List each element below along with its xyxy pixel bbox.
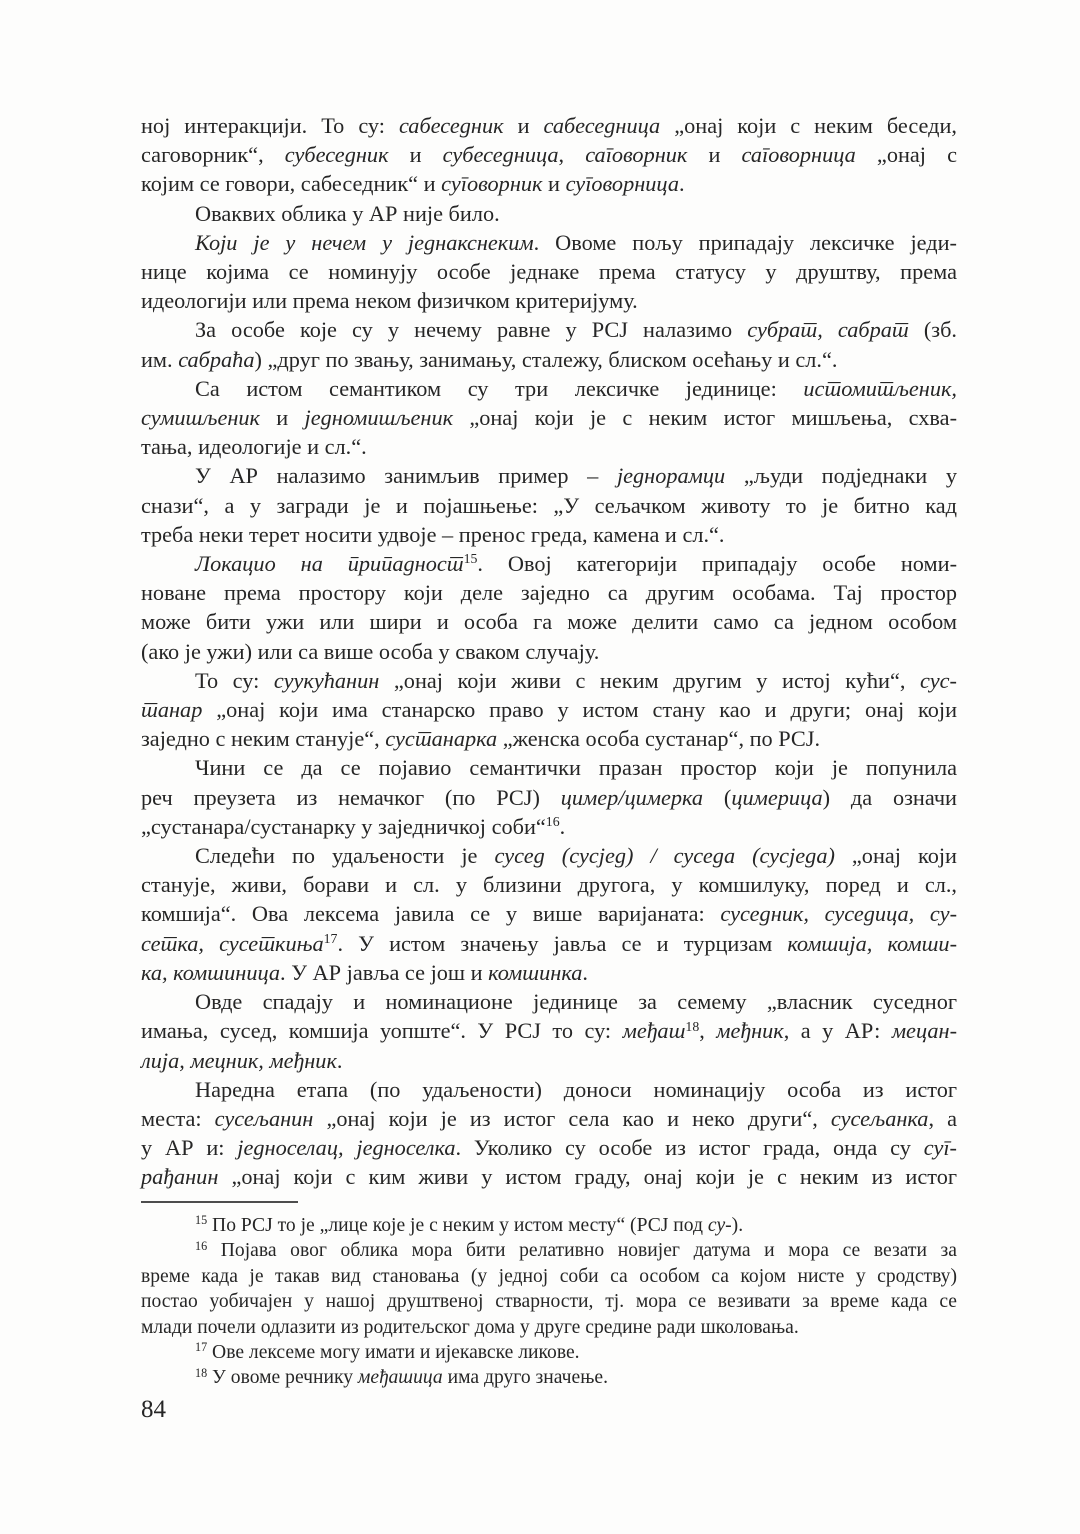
paragraph: [141, 666, 957, 754]
text-run: им.: [141, 346, 179, 372]
text-run: којим се говори, сабеседник“ и: [141, 171, 442, 197]
italic-run: међник: [716, 1018, 784, 1044]
text-line: [141, 1016, 957, 1045]
italic-run: саговорник: [585, 142, 688, 168]
text-run: има друго значење.: [442, 1367, 608, 1389]
italic-run: мецан-: [891, 1018, 957, 1044]
text-run: . У истом значењу јавља се и турцизам: [337, 930, 788, 956]
italic-run: међаш: [622, 1018, 686, 1044]
text-run: „онај који: [834, 843, 957, 869]
paragraph: [141, 841, 957, 987]
italic-run: сусељанка: [830, 1105, 929, 1131]
text-run: реч преузета из немачког (по РСЈ): [141, 784, 561, 810]
text-line: [141, 1365, 957, 1390]
text-run: Са истом семантиком су три лексичке јединице:: [195, 375, 804, 401]
italic-run: једнорамци: [616, 463, 726, 489]
text-run: млади почели одлазити из родитељског дома у друге средине ради школовања.: [141, 1316, 799, 1338]
paragraph: [141, 461, 957, 549]
italic-run: саговорница: [741, 142, 856, 168]
text-run: . Уколико су особе из истог града, онда су: [455, 1135, 924, 1161]
text-line: [141, 345, 957, 374]
italic-run: једноселац, једноселка: [237, 1135, 456, 1161]
text-run: саговорник“,: [141, 142, 285, 168]
footnote-marker: 16: [545, 814, 560, 830]
paragraph: [141, 1340, 957, 1365]
italic-run: суседник, суседица, су-: [720, 901, 957, 927]
italic-run: сустанарка: [385, 726, 498, 752]
text-line: [141, 520, 957, 549]
text-line: [141, 695, 957, 724]
text-line: [141, 1315, 957, 1340]
italic-run: Који је у нечем у једнакснеким: [195, 229, 534, 255]
text-run: новане према простору који деле заједно са другим особама. Тај простор: [141, 580, 957, 606]
text-run: ) да означи: [822, 784, 957, 810]
text-line: [141, 812, 957, 841]
text-run: снази“, а у загради је и појашњење: „У сељачком животу то је битно кад: [141, 492, 957, 518]
paragraph: [141, 111, 957, 199]
text-line: [141, 958, 957, 987]
text-run: „онај који има станарско право у истом стану као и други; онај који: [202, 697, 957, 723]
text-run: „онај који живи с неким другим у истој кући“,: [379, 667, 921, 693]
italic-run: лија, мецник, међник: [141, 1047, 337, 1073]
text-run: По РСЈ то је „лице које је с неким у истом месту“ (РСЈ под: [207, 1215, 708, 1236]
text-line: [141, 1238, 957, 1263]
text-run: и: [542, 171, 566, 197]
italic-run: сабраћа: [178, 346, 255, 372]
paragraph: [141, 549, 957, 666]
text-line: [141, 1264, 957, 1289]
text-run: ,: [699, 1018, 717, 1044]
italic-run: сабеседница: [543, 113, 661, 138]
footnote-marker: 15: [463, 551, 478, 567]
text-run: Наредна етапа (по удаљености) доноси номинацију особа из истог: [195, 1076, 957, 1102]
italic-run: субеседница: [442, 142, 559, 168]
text-line: [141, 841, 957, 870]
text-line: [141, 753, 957, 782]
text-line: [141, 432, 957, 461]
text-line: [141, 1104, 957, 1133]
text-line: [141, 899, 957, 928]
paragraph: [141, 374, 957, 462]
italic-run: субрат, сабрат: [747, 317, 909, 343]
text-run: .: [336, 1047, 343, 1073]
italic-run: субеседник: [284, 142, 389, 168]
italic-run: ка, комшиница: [141, 959, 281, 985]
text-run: .: [679, 171, 685, 197]
text-run: у АР и:: [141, 1135, 238, 1161]
text-run: „онај који с ким живи у истом граду, онај који је с неким из истог: [218, 1164, 957, 1190]
text-run: (зб.: [908, 317, 957, 343]
text-run: заједно с неким станује“,: [141, 726, 386, 752]
text-line: [141, 374, 957, 403]
text-line: [141, 870, 957, 899]
text-line: [141, 637, 957, 666]
text-run: „онај који је из истог села као и неко други“,: [313, 1105, 831, 1131]
text-run: станује, живи, борави и сл. у близини другога, у комшилуку, поред и сл.,: [141, 872, 957, 898]
italic-run: сусељанин: [214, 1105, 314, 1131]
text-run: ,: [558, 142, 586, 168]
text-line: [141, 578, 957, 607]
text-run: и: [259, 405, 305, 431]
text-run: и: [388, 142, 443, 168]
text-line: [141, 228, 957, 257]
italic-run: међашица: [357, 1367, 443, 1389]
text-line: [141, 929, 957, 958]
text-run: . Овоме пољу припадају лексичке једи-: [533, 229, 957, 255]
text-run: и: [503, 113, 544, 138]
italic-run: комшинка: [488, 959, 583, 985]
text-run: имања, сусед, комшија уопште“. У РСЈ то су:: [141, 1018, 623, 1044]
italic-run: суукућанин: [273, 667, 380, 693]
footnote-marker: 16: [195, 1238, 208, 1253]
text-line: [141, 1213, 957, 1238]
italic-run: истомитљеник,: [803, 375, 957, 401]
footnote-marker: 18: [195, 1365, 208, 1380]
text-line: [141, 1340, 957, 1365]
text-line: [141, 140, 957, 169]
text-line: [141, 783, 957, 812]
text-run: .: [582, 959, 588, 985]
text-line: [141, 315, 957, 344]
italic-run: су: [707, 1215, 726, 1236]
text-run: -).: [725, 1215, 744, 1236]
footnote-marker: 17: [323, 931, 338, 947]
text-line: [141, 987, 957, 1016]
text-line: [141, 111, 957, 140]
text-run: У АР налазимо занимљив пример –: [195, 463, 617, 489]
text-line: [141, 461, 957, 490]
page-number: 84: [141, 1396, 166, 1423]
text-run: У овоме речнику: [207, 1367, 358, 1389]
text-line: [141, 549, 957, 578]
text-run: , а у АР:: [783, 1018, 892, 1044]
text-line: [141, 666, 957, 695]
text-run: постао уобичајен у нашој друштвеној стварности, тј. мора се везивати за време када се: [141, 1291, 957, 1313]
text-line: [141, 199, 957, 228]
text-run: тања, идеологије и сл.“.: [141, 434, 367, 460]
text-run: , а: [928, 1105, 957, 1131]
text-line: [141, 607, 957, 636]
text-run: Појава овог облика мора бити релативно новијег датума и мора се везати за: [207, 1240, 957, 1262]
footnote-separator: [141, 1201, 298, 1203]
italic-run: сетка, сусеткиња: [141, 930, 324, 956]
text-run: и: [687, 142, 742, 168]
paragraph: [141, 199, 957, 228]
text-run: „женска особа сустанар“, по РСЈ.: [497, 726, 821, 752]
paragraph: [141, 228, 957, 316]
paragraph: [141, 1365, 957, 1390]
text-line: [141, 1075, 957, 1104]
text-run: „људи подједнаки у: [725, 463, 957, 489]
body-text: [141, 111, 957, 1192]
paragraph: [141, 753, 957, 841]
text-line: [141, 1162, 957, 1191]
text-run: ) „друг по звању, занимању, сталежу, блиском осећању и сл.“.: [254, 346, 838, 372]
italic-run: цимер/цимерка: [560, 784, 704, 810]
text-line: [141, 286, 957, 315]
italic-run: Локацио на припадност: [195, 551, 464, 577]
text-run: идеологији или према неком физичком критеријуму.: [141, 288, 638, 314]
text-run: нице којима се номинују особе једнаке према статусу у друштву, према: [141, 259, 957, 285]
text-run: места:: [141, 1105, 215, 1131]
italic-run: сумишљеник: [141, 405, 260, 431]
text-line: [141, 403, 957, 432]
text-line: [141, 169, 957, 198]
text-run: За особе које су у нечему равне у РСЈ налазимо: [195, 317, 748, 343]
text-run: Ове лексеме могу имати и ијекавске ликове.: [207, 1342, 580, 1364]
italic-run: цимерица: [731, 784, 823, 810]
paragraph: [141, 1075, 957, 1192]
footnotes: [141, 1213, 957, 1391]
footnote-marker: 15: [195, 1213, 208, 1228]
text-line: [141, 1046, 957, 1075]
text-line: [141, 491, 957, 520]
text-run: „онај који је с неким истог мишљења, схва-: [453, 405, 957, 431]
paragraph: [141, 1238, 957, 1340]
text-run: Овде спадају и номинационе јединице за семему „власник суседног: [195, 989, 957, 1015]
footnote-marker: 17: [195, 1340, 208, 1355]
text-run: . Овој категорији припадају особе номи-: [477, 551, 957, 577]
text-run: „онај који с неким беседи,: [660, 113, 957, 138]
text-run: Оваквих облика у АР није било.: [195, 200, 500, 226]
text-run: „онај с: [855, 142, 957, 168]
text-line: [141, 1133, 957, 1162]
italic-run: сабеседник: [398, 113, 504, 138]
text-run: ној интеракцији. То су:: [141, 113, 399, 138]
text-run: .: [559, 813, 566, 839]
italic-run: рађанин: [141, 1164, 219, 1190]
footnote-marker: 18: [685, 1018, 700, 1034]
text-run: може бити ужи или шири и особа га може делити само са једном особом: [141, 609, 957, 635]
text-run: (: [703, 784, 732, 810]
text-run: треба неки терет носити удвоје – пренос греда, камена и сл.“.: [141, 521, 725, 547]
text-run: . У АР јавља се још и: [280, 959, 489, 985]
text-line: [141, 257, 957, 286]
text-line: [141, 1289, 957, 1314]
text-run: Следећи по удаљености је: [195, 843, 495, 869]
italic-run: комшија, комши-: [787, 930, 957, 956]
italic-run: сус-: [920, 667, 957, 693]
paragraph: [141, 987, 957, 1075]
paragraph: [141, 315, 957, 373]
text-run: Чини се да се појавио семантички празан простор који је попунила: [195, 755, 957, 781]
text-line: [141, 724, 957, 753]
text-run: време када је такав вид становања (у једној соби са особом са којом нисте у сродству): [141, 1265, 957, 1287]
text-run: комшија“. Ова лексема јавила се у више варијаната:: [141, 901, 721, 927]
italic-run: суговорница: [565, 171, 680, 197]
italic-run: суговорник: [441, 171, 543, 197]
italic-run: сусед (сусјед) / суседа (сусједа): [494, 843, 835, 869]
text-run: То су:: [195, 667, 274, 693]
italic-run: суг-: [923, 1135, 957, 1161]
text-run: (ако је ужи) или са више особа у сваком случају.: [141, 638, 600, 664]
italic-run: танар: [141, 697, 203, 723]
italic-run: једномишљеник: [304, 405, 454, 431]
paragraph: [141, 1213, 957, 1238]
text-run: „сустанара/сустанарку у заједничкој соби“: [141, 813, 546, 839]
